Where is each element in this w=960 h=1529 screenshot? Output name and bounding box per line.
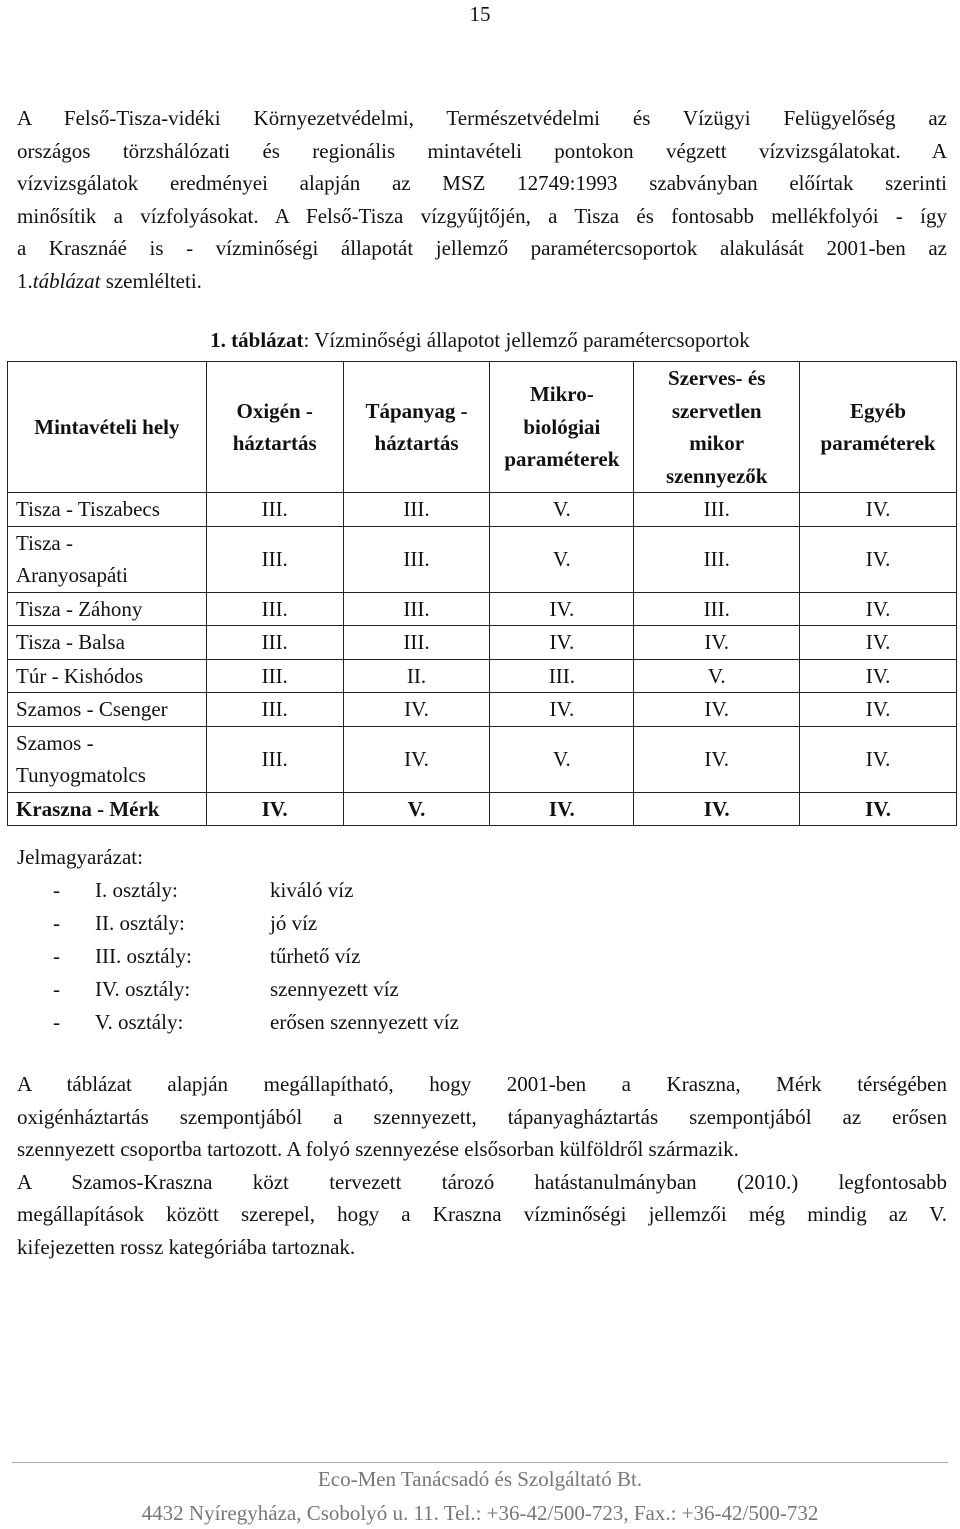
value-cell: V. [490,526,634,592]
value-cell: IV. [800,626,957,660]
caption-text: : Vízminőségi állapotot jellemző paramétercsoportok [303,328,750,352]
caption-label: 1. táblázat [210,328,304,352]
value-cell: IV. [490,792,634,826]
value-cell: IV. [634,792,800,826]
value-cell: IV. [490,693,634,727]
conclusion-paragraph [17,1068,947,1263]
location-cell: Kraszna - Mérk [8,792,207,826]
value-cell: III. [206,526,343,592]
value-cell: V. [490,493,634,527]
location-cell: Tisza - Záhony [8,592,207,626]
value-cell: IV. [634,693,800,727]
table-row [8,526,957,592]
value-cell: IV. [800,493,957,527]
value-cell: III. [206,659,343,693]
conclusion-line: megállapítások között szerepel, hogy a Kraszna vízminőségi jellemzői még mindig az V. [17,1202,947,1226]
value-cell: III. [634,526,800,592]
conclusion-line: A Szamos-Kraszna közt tervezett tározó hatástanulmányban (2010.) legfontosabb [17,1169,947,1194]
table-caption [0,328,960,353]
value-cell: III. [206,626,343,660]
intro-line: országos törzshálózati és regionális mintavételi pontokon végzett vízvizsgálatokat. A [17,138,947,163]
value-cell: III. [343,626,490,660]
page-number: 15 [469,2,491,26]
intro-line: minősítik a vízfolyásokat. A Felső-Tisza vízgyűjtőjén, a Tisza és fontosabb mellékfolyói - így [17,203,947,228]
intro-last-suffix: szemlélteti. [100,268,202,293]
legend-item: - II. osztály: jó víz [53,911,318,935]
intro-last-prefix: 1. [17,268,33,293]
table-row [8,693,957,727]
value-cell: III. [343,526,490,592]
location-cell: Szamos - Csenger [8,693,207,727]
table-row [8,726,957,792]
value-cell: IV. [800,592,957,626]
table-row [8,659,957,693]
value-cell: III. [634,493,800,527]
header-organic: Szerves- és szervetlen mikor szennyezők [634,362,800,493]
value-cell: V. [634,659,800,693]
value-cell: III. [634,592,800,626]
value-cell: IV. [634,626,800,660]
footer-company: Eco-Men Tanácsadó és Szolgáltató Bt. [317,1467,643,1491]
conclusion-line: A táblázat alapján megállapítható, hogy 2001-ben a Kraszna, Mérk térségében [17,1072,947,1096]
value-cell: IV. [800,726,957,792]
value-cell: V. [343,792,490,826]
location-cell: Túr - Kishódos [8,659,207,693]
location-cell: Szamos - Tunyogmatolcs [8,726,207,792]
table-row [8,493,957,527]
location-cell: Tisza - Tiszabecs [8,493,207,527]
legend [17,841,459,1039]
legend-title: Jelmagyarázat: [17,845,143,869]
value-cell: IV. [343,726,490,792]
header-nutrient: Tápanyag - háztartás [343,362,490,493]
intro-line: a Krasznáé is - vízminőségi állapotát jellemző paramétercsoportok alakulását 2001-ben az [17,236,947,260]
value-cell: III. [343,493,490,527]
value-cell: III. [490,659,634,693]
value-cell: III. [343,592,490,626]
conclusion-line: oxigénháztartás szempontjából a szennyezett, tápanyagháztartás szempontjából az erősen [17,1104,947,1129]
value-cell: IV. [490,626,634,660]
table-row [8,592,957,626]
value-cell: IV. [800,693,957,727]
value-cell: IV. [800,659,957,693]
value-cell: IV. [634,726,800,792]
header-location: Mintavételi hely [8,362,207,493]
legend-item: - III. osztály: tűrhető víz [53,944,361,968]
intro-last-italic: táblázat [32,268,101,293]
value-cell: IV. [343,693,490,727]
value-cell: III. [206,726,343,792]
legend-item: - IV. osztály: szennyezett víz [53,977,399,1001]
value-cell: III. [206,693,343,727]
table-header-row [8,362,957,493]
conclusion-line: szennyezett csoportba tartozott. A folyó szennyezése elsősorban külföldről származik. [17,1137,739,1161]
location-cell: Tisza - Balsa [8,626,207,660]
header-micro: Mikro- biológiai paraméterek [490,362,634,493]
legend-item: - V. osztály: erősen szennyezett víz [53,1010,459,1034]
table-row [8,626,957,660]
intro-line-last [17,265,947,298]
footer-divider [12,1462,948,1463]
intro-line: vízvizsgálatok eredményei alapján az MSZ 12749:1993 szabványban előírtak szerinti [17,171,947,195]
value-cell: IV. [800,526,957,592]
header-oxygen: Oxigén - háztartás [206,362,343,493]
footer-address: 4432 Nyíregyháza, Csobolyó u. 11. Tel.: +36-42/500-723, Fax.: +36-42/500-732 [141,1501,819,1525]
value-cell: II. [343,659,490,693]
value-cell: V. [490,726,634,792]
header-other: Egyéb paraméterek [800,362,957,493]
table-row-highlighted [8,792,957,826]
conclusion-line: kifejezetten rossz kategóriába tartoznak. [17,1234,356,1259]
intro-paragraph [17,102,947,297]
legend-item: - I. osztály: kiváló víz [53,878,354,902]
value-cell: III. [206,493,343,527]
water-quality-table [7,361,957,826]
intro-line: A Felső-Tisza-vidéki Környezetvédelmi, Természetvédelmi és Vízügyi Felügyelőség az [17,106,947,130]
location-cell: Tisza - Aranyosapáti [8,526,207,592]
value-cell: III. [206,592,343,626]
value-cell: IV. [206,792,343,826]
value-cell: IV. [490,592,634,626]
value-cell: IV. [800,792,957,826]
